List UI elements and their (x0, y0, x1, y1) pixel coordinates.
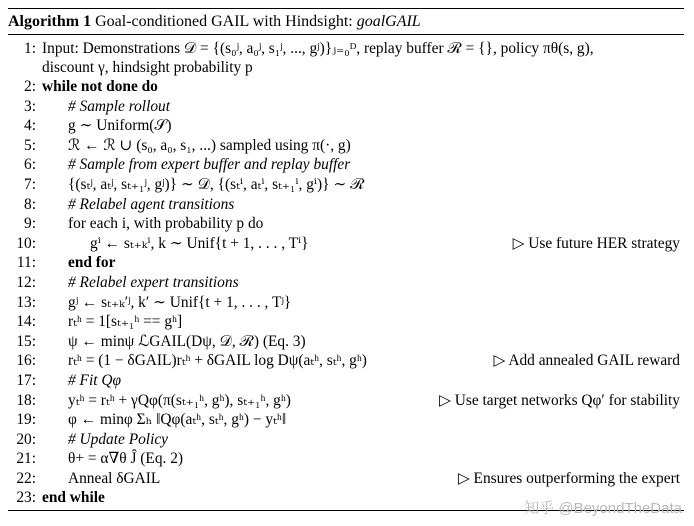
line-side-comment: ▷ Use future HER strategy (512, 234, 680, 252)
line-22 (8, 469, 684, 489)
line-11 (8, 253, 684, 273)
line-7 (8, 175, 684, 195)
line-comment: # Update Policy (68, 430, 169, 448)
line-8 (8, 195, 684, 215)
line-number: 16: (16, 352, 36, 370)
line-text: rₜʰ = 1[sₜ₊₁ʰ == gʰ] (68, 313, 183, 331)
line-text: end while (42, 489, 105, 507)
line-side-comment: ▷ Add annealed GAIL reward (493, 352, 680, 370)
line-number: 9: (24, 215, 36, 233)
line-number: 22: (16, 469, 36, 487)
line-14 (8, 312, 684, 332)
line-text: while not done do (42, 78, 158, 95)
line-5 (8, 136, 684, 156)
line-number: 18: (16, 391, 36, 409)
line-side-comment: ▷ Use target networks Qφ′ for stability (439, 391, 680, 409)
line-text: rₜʰ = (1 − δGAIL)rₜʰ + δGAIL log Dψ(aₜʰ, sₜʰ, gʰ) (68, 352, 367, 370)
line-number: 19: (16, 411, 36, 429)
line-text: Input: Demonstrations 𝒟 = {(s₀ʲ, a₀ʲ, s₁ʲ, ..., gʲ)}ⱼ₌₀ᴰ, replay buffer ℛ = {}, policy πθ(s, g), (42, 40, 594, 57)
line-number: 2: (24, 78, 36, 95)
line-text: φ ← minφ Σₕ ‖Qφ(aₜʰ, sₜʰ, gʰ) − yₜʰ‖ (68, 411, 287, 429)
line-number: 13: (16, 293, 36, 311)
line-number: 5: (24, 136, 36, 154)
line-text: ℛ ← ℛ ∪ (s₀, a₀, s₁, ...) sampled using π(·, g) (68, 136, 351, 154)
line-21 (8, 449, 684, 469)
line-comment: # Relabel expert transitions (68, 273, 239, 291)
line-number: 23: (16, 489, 36, 507)
line-text: yₜʰ = rₜʰ + γQφ(π(sₜ₊₁ʰ, gʰ), sₜ₊₁ʰ, gʰ) (68, 391, 291, 409)
line-comment: # Fit Qφ (68, 371, 121, 389)
algorithm-label: Algorithm 1 (8, 13, 92, 30)
line-number: 8: (24, 195, 36, 213)
line-comment: # Sample rollout (68, 97, 171, 115)
line-18 (8, 391, 684, 411)
line-13 (8, 293, 684, 313)
line-number: 10: (16, 234, 36, 252)
line-number: 20: (16, 430, 36, 448)
line-9 (8, 214, 684, 234)
line-4 (8, 116, 684, 136)
line-17 (8, 371, 684, 391)
line-number: 21: (16, 450, 36, 468)
algorithm-header (8, 9, 684, 34)
line-text: end for (68, 254, 116, 272)
watermark: 知乎 @BeyondTheData (524, 500, 682, 517)
line-number: 3: (24, 97, 36, 115)
line-12 (8, 273, 684, 293)
line-text: for each i, with probability p do (68, 215, 264, 233)
line-20 (8, 430, 684, 450)
line-number: 15: (16, 332, 36, 350)
line-number: 12: (16, 273, 36, 291)
algorithm-lines (8, 35, 684, 510)
line-19 (8, 410, 684, 430)
line-number: 11: (16, 254, 36, 272)
line-comment: # Sample from expert buffer and replay buffer (68, 156, 351, 174)
line-comment: # Relabel agent transitions (68, 195, 235, 213)
line-number: 4: (24, 117, 36, 135)
line-3 (8, 97, 684, 117)
line-15 (8, 332, 684, 352)
line-number: 1: (24, 40, 36, 57)
line-text: Anneal δGAIL (68, 469, 161, 487)
algorithm-name: goalGAIL (356, 13, 421, 30)
line-16 (8, 351, 684, 371)
line-text: {(sₜʲ, aₜʲ, sₜ₊₁ʲ, gʲ)} ∼ 𝒟, {(sₜⁱ, aₜⁱ, sₜ₊₁ⁱ, gⁱ)} ∼ ℛ (68, 175, 365, 193)
algorithm-title: Goal-conditioned GAIL with Hindsight: (95, 13, 353, 30)
line-number: 7: (24, 175, 36, 193)
line-1 (8, 39, 684, 77)
line-side-comment: ▷ Ensures outperforming the expert (457, 469, 680, 487)
line-text: gʲ ← sₜ₊ₖ′ʲ, k′ ∼ Unif{t + 1, . . . , Tʲ} (68, 293, 292, 311)
line-10 (8, 234, 684, 254)
line-number: 17: (16, 371, 36, 389)
line-text: ψ ← minψ ℒGAIL(Dψ, 𝒟, ℛ) (Eq. 3) (68, 332, 306, 350)
line-text-continuation: discount γ, hindsight probability p (42, 59, 253, 76)
line-text: θ+ = α∇θ Ĵ (Eq. 2) (68, 450, 184, 468)
line-2 (8, 77, 684, 97)
line-text: gⁱ ← sₜ₊ₖⁱ, k ∼ Unif{t + 1, . . . , Tⁱ} (90, 234, 309, 252)
line-6 (8, 155, 684, 175)
algorithm-box (8, 8, 684, 511)
line-text: g ∼ Uniform(𝒮) (68, 117, 172, 135)
line-number: 6: (24, 156, 36, 174)
line-number: 14: (16, 313, 36, 331)
